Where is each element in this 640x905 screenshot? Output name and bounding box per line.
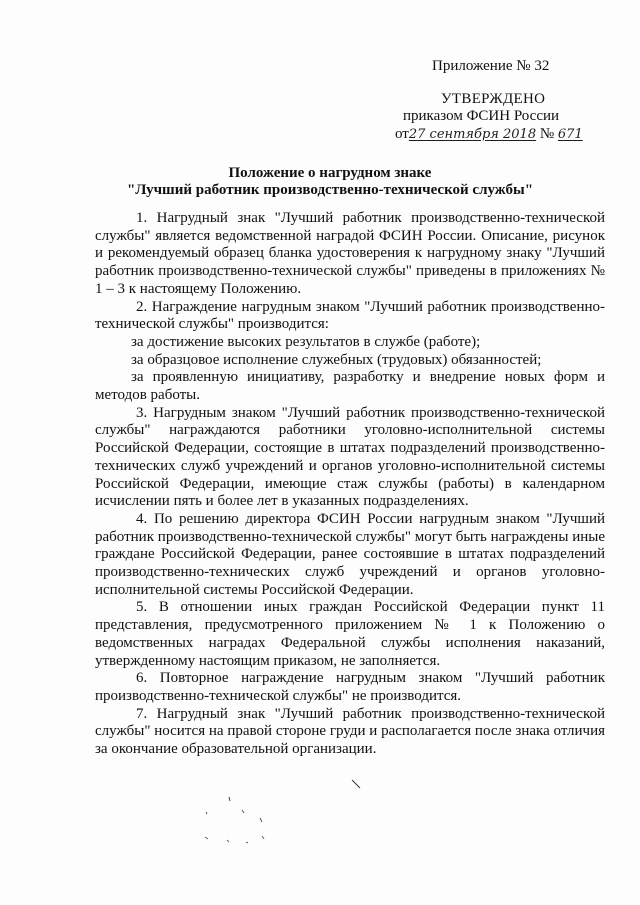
list-item: за проявленную инициативу, разработку и внедрение новых форм и методов работы. bbox=[95, 369, 605, 404]
paragraph-5: 5. В отношении иных граждан Российской Федерации пункт 11 представления, предусмотренного приложением № 1 к Положению о ведомственных наградах Федеральной службы исполнения наказаний, утвержденному настоящим приказом, не заполняется. bbox=[95, 599, 605, 669]
paragraph-7: 7. Нагрудный знак "Лучший работник производственно-технической службы" носится на правой стороне груди и располагается после знака отличия за окончание образовательной организации. bbox=[95, 705, 605, 758]
paragraph-4: 4. По решению директора ФСИН России нагрудным знаком "Лучший работник производственно-технической службы" могут быть награждены иные граждане Российской Федерации, ранее состоявшие в штатах подразделений производственно-технических служб учреждений и органов уголовно-исполнительной системы Российской Федерации. bbox=[95, 510, 605, 598]
document-title: Положение о нагрудном знаке bbox=[228, 165, 432, 181]
list-item: за достижение высоких результатов в службе (работе); bbox=[131, 333, 481, 350]
list-item: за образцовое исполнение служебных (трудовых) обязанностей; bbox=[131, 351, 542, 368]
number-prefix: № bbox=[539, 126, 555, 142]
approval-stamp-title: УТВЕРЖДЕНО bbox=[441, 91, 546, 107]
date-prefix: от bbox=[395, 126, 409, 142]
paragraph-3: 3. Нагрудным знаком "Лучший работник производственно-технической службы" награждаются работники уголовно-исполнительной системы Российской Федерации, состоящие в штатах подразделений производственно-технических служб учреждений и органов уголовно-исполнительной системы Российской Федерации, имеющие стаж службы (работы) в календарном исчислении пять и более лет в указанных подразделениях. bbox=[95, 404, 605, 510]
paragraph-2: 2. Награждение нагрудным знаком "Лучший работник производственно-технической службы" производится: bbox=[95, 298, 605, 333]
handwritten-number: 671 bbox=[557, 127, 583, 142]
approval-order: приказом ФСИН России bbox=[403, 108, 560, 124]
document-subtitle: "Лучший работник производственно-технической службы" bbox=[126, 182, 534, 198]
handwritten-date: 27 сентября 2018 bbox=[408, 127, 537, 142]
paragraph-1: 1. Нагрудный знак "Лучший работник производственно-технической службы" является ведомственной наградой ФСИН России. Описание, рисунок и рекомендуемый образец бланка удостоверения к нагрудному знаку "Лучший работник производственно-технической службы" приведены в приложениях № 1 – 3 к настоящему Положению. bbox=[95, 210, 605, 297]
paragraph-6: 6. Повторное награждение нагрудным знаком "Лучший работник производственно-технической службы" не производится. bbox=[95, 670, 605, 704]
appendix-label: Приложение № 32 bbox=[432, 58, 550, 74]
